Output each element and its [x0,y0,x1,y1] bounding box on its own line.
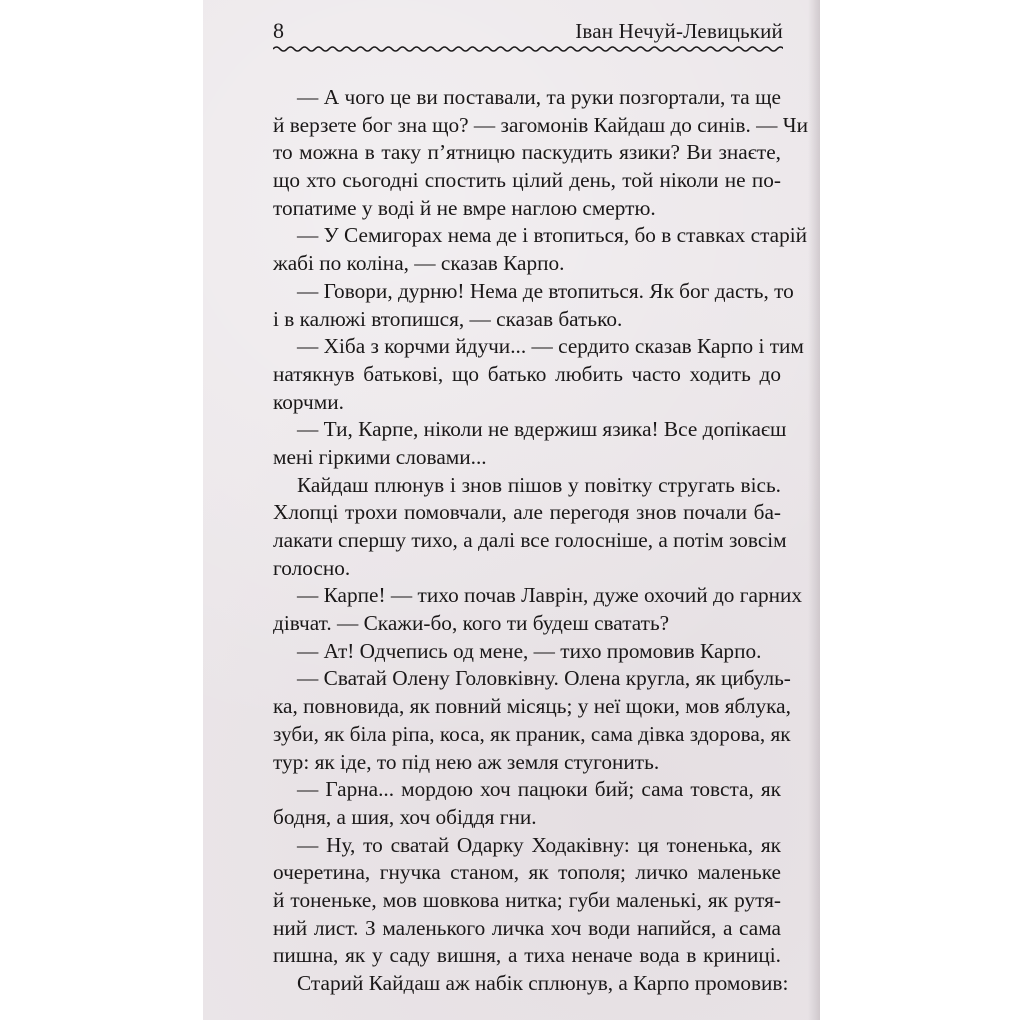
text-line: — Карпе! — тихо почав Лаврін, дуже охочий до гарних [297,583,803,608]
text-line: голосно. [273,555,351,580]
text-line: очеретина, гнучка станом, як тополя; личко маленьке [273,860,781,885]
text-line: — Ат! Одчепись од мене, — тихо промовив Карпо. [297,638,762,663]
running-head [273,14,783,44]
text-line: пишна, як у саду вишня, а тиха неначе вода в криниці. [273,943,781,968]
text-line: й верзете бог зна що? — загомонів Кайдаш до синів. — Чи [273,112,808,137]
text-line: жабі по коліна, — сказав Карпо. [273,251,565,276]
text-line: — Гарна... мордою хоч пацюки бий; сама товста, як [297,777,781,802]
text-line: ка, повновида, як повний місяць; у неї щоки, мов яблука, [273,694,791,719]
text-line: — А чого це ви поставали, та руки позгортали, та ще [297,85,781,109]
body-text [273,84,808,998]
text-line: — Ну, то сватай Одарку Ходаківну: ця тоненька, як [297,832,781,857]
text-line: й тоненьке, мов шовкова нитка; губи маленькі, як рутя- [273,887,781,912]
text-line: — Ти, Карпе, ніколи не вдержиш язика! Все допікаєш [297,417,787,442]
text-line: то можна в таку п’ятницю паскудить язики? Ви знаєте, [273,140,781,165]
text-line: тур: як іде, то під нею аж земля стугонить. [273,749,660,774]
text-line: зуби, як біла ріпа, коса, як праник, сама дівка здорова, як [273,721,791,746]
text-line: корчми. [273,389,344,414]
text-line: Старий Кайдаш аж набік сплюнув, а Карпо промовив: [297,971,789,995]
text-line: лакати спершу тихо, а далі все голосніше, а потім зовсім [273,528,787,552]
text-line: — Хіба з корчми йдучи... — сердито сказав Карпо і тим [297,334,804,359]
text-line: — Сватай Олену Головківну. Олена кругла, як цибуль- [297,666,791,691]
book-page [203,0,820,1020]
text-line: бодня, а шия, хоч обіддя гни. [273,804,537,829]
text-line: ний лист. З маленького личка хоч води напийся, а сама [273,915,781,940]
text-line: Кайдаш плюнув і знов пішов у повітку стругать вісь. [297,472,781,497]
text-line: мені гіркими словами... [273,444,487,469]
text-line: і в калюжі втопишся, — сказав батько. [273,306,623,331]
text-line: — Говори, дурню! Нема де втопиться. Як бог дасть, то [297,278,794,303]
wavy-rule-divider [273,44,783,54]
text-line: натякнув батькові, що батько любить часто ходить до [273,361,781,386]
text-line: дівчат. — Скажи-бо, кого ти будеш сватать? [273,611,670,636]
text-line: Хлопці трохи помовчали, але перегодя знов почали ба- [273,500,781,525]
text-line: що хто сьогодні спостить цілий день, той ніколи не по- [273,168,781,193]
running-title: Іван Нечуй-Левицький [575,19,783,43]
page-number: 8 [273,18,284,43]
text-line: — У Семигорах нема де і втопиться, бо в ставках старій [297,223,808,248]
text-line: топатиме у воді й не вмре наглою смертю. [273,195,656,220]
